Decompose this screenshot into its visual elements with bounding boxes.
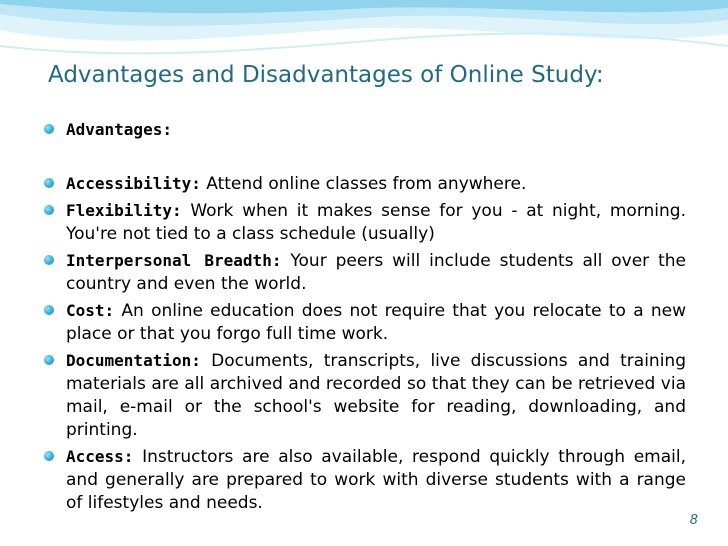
bullet-term: Advantages: (66, 120, 172, 139)
bullet-dot-icon (44, 355, 54, 365)
bullet-dot-icon (44, 305, 54, 315)
bullet-term: Documentation: (66, 351, 201, 370)
bullet-access (44, 445, 686, 515)
bullet-list (44, 118, 686, 518)
bullet-dot-icon (44, 124, 54, 134)
bullet-dot-icon (44, 255, 54, 265)
bullet-dot-icon (44, 205, 54, 215)
slide-title: Advantages and Disadvantages of Online Study: (48, 62, 604, 88)
bullet-text: Documents, transcripts, live discussions and training materials are all archived and recorded so that they can be retrieved via mail, e-mail or the school's website for reading, downloading, and printing. (66, 351, 686, 440)
bullet-term: Access: (66, 447, 134, 466)
bullet-term: Cost: (66, 301, 115, 320)
bullet-interpersonal-breadth (44, 249, 686, 296)
bullet-accessibility (44, 172, 686, 196)
bullet-term: Interpersonal Breadth: (66, 251, 282, 270)
header-wave-decoration (0, 0, 728, 62)
bullet-text: Attend online classes from anywhere. (200, 174, 527, 194)
bullet-dot-icon (44, 178, 54, 188)
bullet-text: An online education does not require that you relocate to a new place or that you forgo full time work. (66, 301, 686, 344)
bullet-term: Flexibility: (66, 201, 182, 220)
bullet-text: Work when it makes sense for you - at night, morning. You're not tied to a class schedule (usually) (66, 201, 686, 244)
bullet-flexibility (44, 199, 686, 246)
bullet-advantages-heading (44, 118, 686, 142)
bullet-text: Instructors are also available, respond quickly through email, and generally are prepared to work with diverse students with a range of lifestyles and needs. (66, 447, 686, 513)
bullet-documentation (44, 349, 686, 442)
bullet-text: Your peers will include students all over the country and even the world. (66, 251, 687, 294)
bullet-dot-icon (44, 451, 54, 461)
bullet-term: Accessibility: (66, 174, 201, 193)
page-number: 8 (689, 513, 698, 528)
bullet-cost (44, 299, 686, 346)
